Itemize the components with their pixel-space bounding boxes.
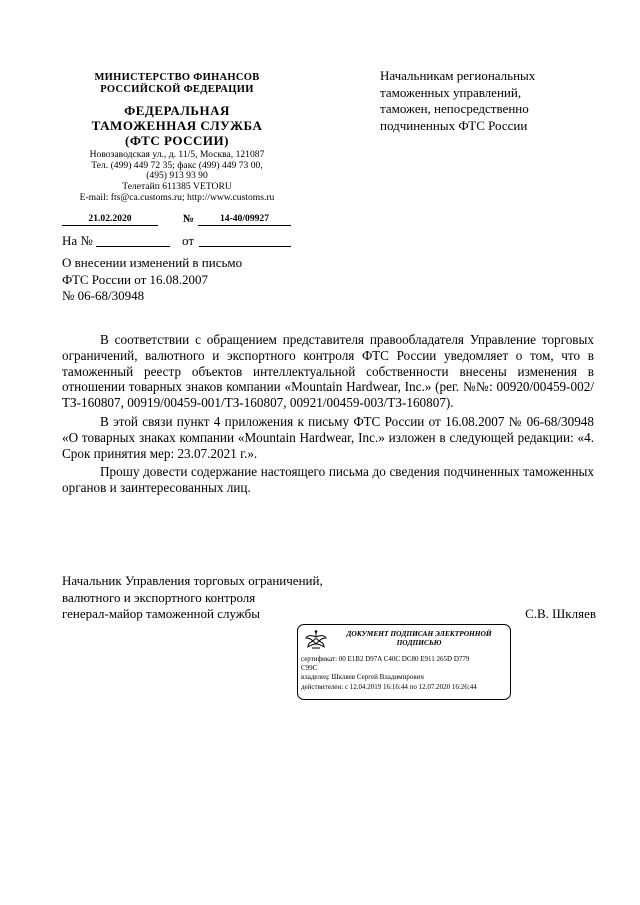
position-line-2: валютного и экспортного контроля xyxy=(62,589,256,605)
subject-block xyxy=(62,255,292,305)
letter-body xyxy=(62,332,594,499)
service-line-1: ФЕДЕРАЛЬНАЯ xyxy=(124,103,230,118)
body-paragraph-3: Прошу довести содержание настоящего письма до сведения подчиненных таможенных органов и заинтересованных лиц. xyxy=(62,464,594,496)
electronic-signature-stamp xyxy=(297,624,511,700)
emblem-icon xyxy=(304,629,328,651)
position-line-1: Начальник Управления торговых ограничений, xyxy=(62,573,323,588)
addressee-line-1: Начальникам региональных xyxy=(380,68,536,83)
body-paragraph-1: В соответствии с обращением представителя правообладателя Управление торговых ограничений, валютного и экспортного контроля ФТС России уведомляет о том, что в таможенный реестр объектов интеллектуальной собственности внесены изменения в отношении товарных знаков компании «Mountain Hardwear, Inc.» (рег. №№: 00920/00459-002/ТЗ-160807, 00919/00459-001/ТЗ-160807, 00921/00459-003/ТЗ-160807). xyxy=(62,332,594,411)
stamp-title: ДОКУМЕНТ ПОДПИСАН ЭЛЕКТРОННОЙ ПОДПИСЬЮ xyxy=(346,629,492,647)
registration-date: 21.02.2020 xyxy=(62,213,158,226)
body-paragraph-2: В этой связи пункт 4 приложения к письму ФТС России от 16.08.2007 № 06-68/30948 «О товарных знаках компании «Mountain Hardwear, Inc.» изложен в следующей редакции: «4. Срок принятия мер: 23.07.2021 г.». xyxy=(62,413,594,461)
registration-number: 14-40/09927 xyxy=(198,213,291,226)
service-line-2: ТАМОЖЕННАЯ СЛУЖБА xyxy=(91,118,263,133)
reply-from-date-line xyxy=(199,246,291,247)
ministry-line-1: МИНИСТЕРСТВО ФИНАНСОВ xyxy=(94,72,260,83)
addressee-block xyxy=(380,68,610,134)
stamp-details xyxy=(301,655,507,692)
ministry-line-2: РОССИЙСКОЙ ФЕДЕРАЦИИ xyxy=(100,84,254,95)
reply-to-number-line xyxy=(96,246,170,247)
addressee-line-3: таможен, непосредственно xyxy=(380,101,529,116)
subject-line-2: ФТС России от 16.08.2007 xyxy=(62,271,209,287)
stamp-validity: действителен: с 12.04.2019 16:16:44 по 12.07.2020 16:26:44 xyxy=(301,682,477,691)
signatory-position xyxy=(62,573,382,623)
stamp-owner: владелец: Шкляев Сергей Владимирович xyxy=(301,673,424,682)
stamp-certificate: сертификат: 00 E1B2 D97A C40C DC80 E911 265D D779 xyxy=(301,655,470,663)
reply-to-label: На № xyxy=(62,233,93,248)
service-header xyxy=(60,103,294,148)
subject-line-3: № 06-68/30948 xyxy=(62,288,145,304)
contact-block xyxy=(60,150,294,192)
phones: Тел. (499) 449 72 35; факс (499) 449 73 00, xyxy=(91,159,263,171)
email-line: E-mail: fts@ca.customs.ru; http://www.customs.ru xyxy=(79,192,275,203)
service-line-3: (ФТС РОССИИ) xyxy=(125,133,229,148)
signatory-name: С.В. Шкляев xyxy=(525,606,596,621)
position-line-3: генерал-майор таможенной службы xyxy=(62,606,260,621)
subject-line-1: О внесении изменений в письмо xyxy=(62,255,243,270)
stamp-certificate-2: C99C xyxy=(301,664,318,673)
ministry-header xyxy=(60,72,294,96)
phones-2: (495) 913 93 90 xyxy=(146,170,208,182)
addressee-line-2: таможенных управлений, xyxy=(380,84,522,100)
reply-from-label: от xyxy=(182,233,195,248)
address: Новозаводская ул., д. 11/5, Москва, 121087 xyxy=(89,149,265,160)
addressee-line-4: подчиненных ФТС России xyxy=(380,117,528,133)
teletype: Телетайп 611385 VETORU xyxy=(122,180,232,192)
registration-number-sign: № xyxy=(183,213,195,225)
